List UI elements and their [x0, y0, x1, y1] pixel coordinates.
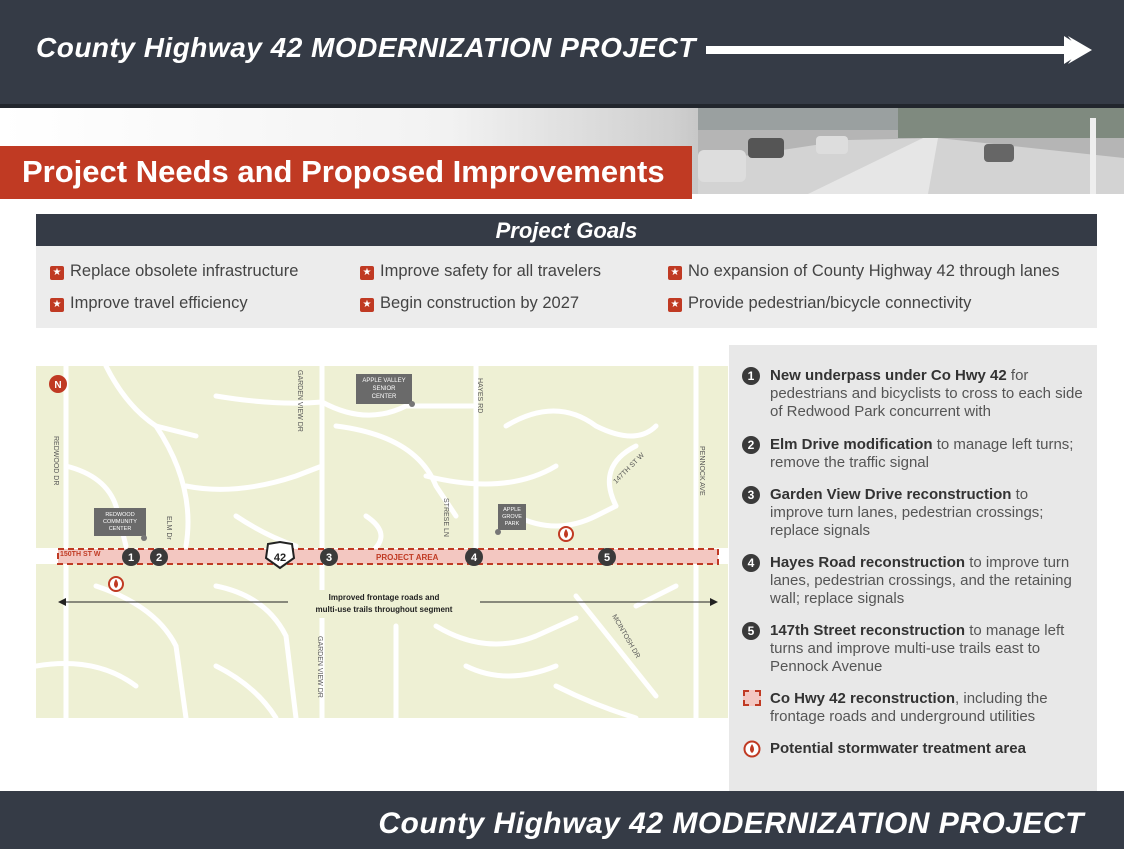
map-canvas — [36, 366, 728, 718]
svg-text:SENIOR: SENIOR — [372, 386, 396, 392]
star-icon: ★ — [668, 266, 682, 280]
legend-item-text: to manage left turns; remove the traffic signal — [770, 436, 1074, 471]
trail-note-line-2: multi-use trails throughout segment — [315, 605, 453, 614]
marker-number: 3 — [742, 486, 760, 504]
street-strese-label: STRESE LN — [442, 498, 449, 537]
svg-text:N: N — [54, 380, 62, 391]
legend-item-title: 147th Street reconstruction — [770, 622, 966, 639]
improvements-legend — [729, 345, 1097, 791]
legend-item-text: to improve turn lanes, pedestrian crossings, and the retaining wall; replace signals — [770, 554, 1072, 607]
legend-item-title: Co Hwy 42 reconstruction — [770, 690, 956, 707]
svg-text:PARK: PARK — [504, 521, 520, 527]
star-icon: ★ — [360, 298, 374, 312]
goal-item — [668, 262, 1059, 281]
street-garden-view-south-label: GARDEN VIEW DR — [316, 636, 323, 698]
star-icon: ★ — [668, 298, 682, 312]
legend-item-title: Hayes Road reconstruction — [770, 554, 966, 571]
legend-item-stormwater — [743, 740, 1083, 758]
banner-title: Project Needs and Proposed Improvements — [22, 154, 665, 189]
goal-text: Improve safety for all travelers — [380, 262, 601, 280]
legend-item-3 — [743, 486, 1083, 540]
svg-text:REDWOOD: REDWOOD — [105, 512, 135, 518]
street-hayes-label: HAYES RD — [476, 378, 483, 414]
svg-text:2: 2 — [155, 552, 163, 564]
street-pennock-label: PENNOCK AVE — [698, 446, 705, 496]
street-147th-label: 147TH ST W — [612, 451, 646, 486]
star-icon: ★ — [50, 298, 64, 312]
street-mcintosh-label: MCINTOSH DR — [610, 613, 641, 660]
legend-item-4 — [743, 554, 1083, 608]
marker-number: 1 — [742, 367, 760, 385]
svg-text:APPLE: APPLE — [503, 507, 521, 513]
stormwater-icon — [109, 577, 123, 591]
star-icon: ★ — [50, 266, 64, 280]
stormwater-icon — [559, 527, 573, 541]
legend-item-title: New underpass under Co Hwy 42 — [770, 367, 1007, 384]
header-title: County Highway 42 MODERNIZATION PROJECT — [36, 32, 696, 63]
apple-valley-senior-center-label — [356, 374, 415, 407]
legend-item-reconstruction — [743, 690, 1083, 726]
legend-item-text: to manage left turns and improve multi-use trails east to Pennock Avenue — [770, 622, 1065, 675]
street-redwood-label: REDWOOD DR — [52, 436, 59, 486]
legend-item-title: Elm Drive modification — [770, 436, 933, 453]
svg-text:4: 4 — [470, 552, 478, 564]
marker-number: 5 — [742, 622, 760, 640]
street-elm-label: ELM Dr — [165, 516, 172, 540]
marker-1 — [122, 548, 140, 566]
goal-text: Begin construction by 2027 — [380, 294, 580, 312]
goal-item — [50, 294, 248, 313]
svg-text:1: 1 — [127, 552, 135, 564]
goal-item — [668, 294, 971, 313]
legend-item-title: Garden View Drive reconstruction — [770, 486, 1012, 503]
svg-text:COMMUNITY: COMMUNITY — [103, 519, 137, 525]
arrow-right-icon — [706, 36, 1092, 64]
stormwater-icon — [743, 740, 761, 758]
road-photo — [698, 108, 1124, 194]
marker-2 — [150, 548, 168, 566]
north-arrow-icon — [49, 375, 67, 393]
goal-text: Replace obsolete infrastructure — [70, 262, 299, 280]
marker-4 — [465, 548, 483, 566]
marker-5 — [598, 548, 616, 566]
trail-note-line-1: Improved frontage roads and — [328, 593, 440, 602]
svg-text:GROVE: GROVE — [502, 514, 522, 520]
svg-text:3: 3 — [325, 552, 333, 564]
goal-item — [50, 262, 298, 281]
svg-text:5: 5 — [603, 552, 611, 564]
marker-3 — [320, 548, 338, 566]
section-banner — [0, 146, 692, 199]
star-icon: ★ — [360, 266, 374, 280]
svg-text:42: 42 — [273, 552, 287, 564]
marker-number: 2 — [742, 436, 760, 454]
footer-title: County Highway 42 MODERNIZATION PROJECT — [378, 807, 1084, 840]
svg-text:CENTER: CENTER — [108, 526, 132, 532]
project-area-swatch-icon — [743, 690, 761, 706]
goal-text: Improve travel efficiency — [70, 294, 248, 312]
legend-item-5 — [743, 622, 1083, 676]
goals-heading: Project Goals — [36, 214, 1097, 246]
street-150th-label: 150TH ST W — [60, 551, 101, 558]
footer-bar — [0, 791, 1124, 849]
legend-item-text: , including the frontage roads and underground utilities — [770, 690, 1048, 725]
street-garden-view-north-label: GARDEN VIEW DR — [296, 370, 303, 432]
legend-item-2 — [743, 436, 1083, 472]
legend-item-1 — [743, 367, 1083, 421]
goal-item — [360, 262, 601, 281]
marker-number: 4 — [742, 554, 760, 572]
top-header-bar — [0, 0, 1124, 108]
legend-item-text: to improve turn lanes, pedestrian crossings; replace signals — [770, 486, 1044, 539]
legend-item-title: Potential stormwater treatment area — [770, 740, 1026, 757]
svg-text:CENTER: CENTER — [371, 394, 397, 400]
svg-text:APPLE VALLEY: APPLE VALLEY — [362, 378, 406, 384]
legend-item-text: for pedestrians and bicyclists to cross to each side of Redwood Park concurrent with — [770, 367, 1083, 420]
goal-text: No expansion of County Highway 42 through lanes — [688, 262, 1060, 280]
project-goals-panel — [36, 214, 1097, 328]
goal-text: Provide pedestrian/bicycle connectivity — [688, 294, 972, 312]
project-area-label: PROJECT AREA — [376, 553, 439, 562]
project-map — [36, 366, 728, 718]
goal-item — [360, 294, 579, 313]
